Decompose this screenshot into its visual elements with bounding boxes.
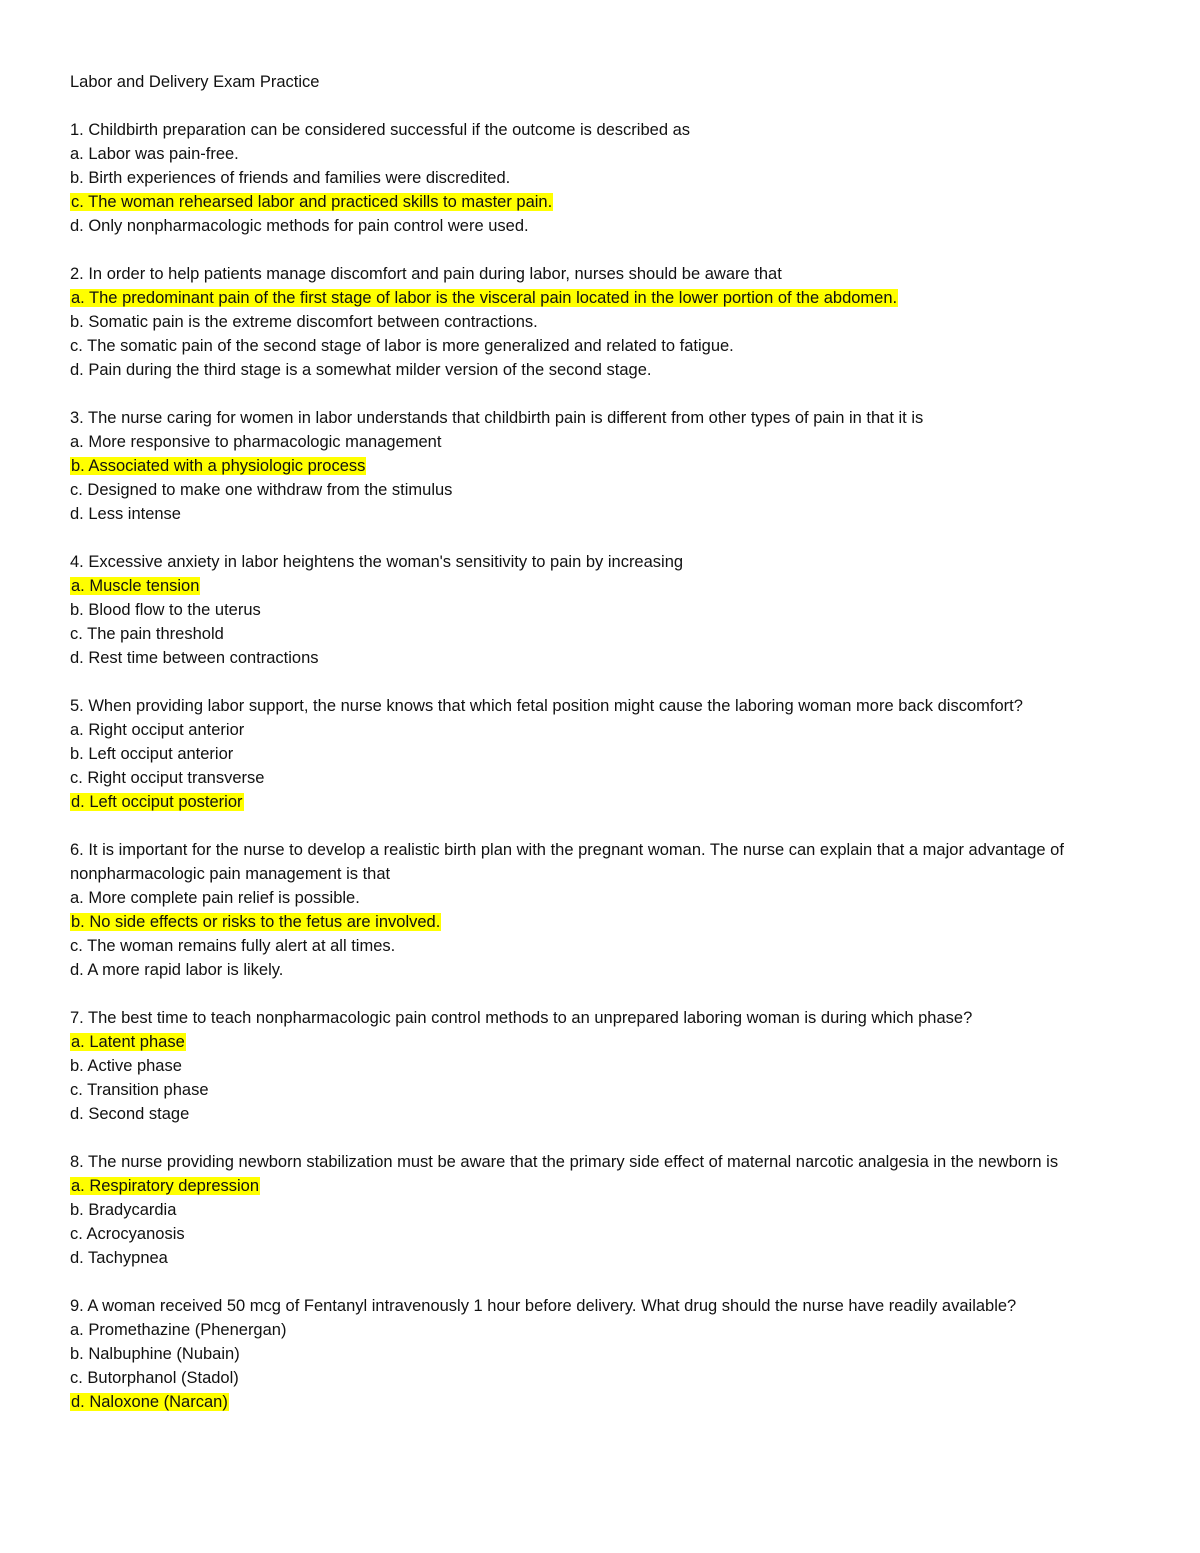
question-list (70, 118, 1140, 1414)
answer-option (70, 1246, 1140, 1270)
answer-option-text: d. Only nonpharmacologic methods for pain control were used. (70, 217, 529, 235)
question-text: 7. The best time to teach nonpharmacologic pain control methods to an unprepared laboring woman is during which phase? (70, 1009, 973, 1027)
answer-option-text: d. A more rapid labor is likely. (70, 961, 284, 979)
answer-option-text: c. The woman remains fully alert at all times. (70, 937, 396, 955)
answer-option-text: a. The predominant pain of the first stage of labor is the visceral pain located in the lower portion of the abdomen. (71, 289, 898, 307)
answer-option-text: b. Active phase (70, 1057, 182, 1075)
answer-option (70, 1342, 1140, 1366)
question-block (70, 406, 1140, 526)
answer-option-correct (70, 286, 1140, 310)
answer-option (70, 310, 1140, 334)
question-text: 9. A woman received 50 mcg of Fentanyl intravenously 1 hour before delivery. What drug should the nurse have readily available? (70, 1297, 1017, 1315)
answer-option-text: b. Associated with a physiologic process (71, 457, 366, 475)
answer-option-correct (70, 790, 1140, 814)
answer-option (70, 646, 1140, 670)
question-text: 8. The nurse providing newborn stabilization must be aware that the primary side effect of maternal narcotic analgesia in the newborn is (70, 1153, 1059, 1171)
answer-option (70, 766, 1140, 790)
question-text: 5. When providing labor support, the nurse knows that which fetal position might cause the laboring woman more back discomfort? (70, 697, 1023, 715)
question-block (70, 838, 1140, 982)
answer-option (70, 478, 1140, 502)
answer-option-text: d. Left occiput posterior (71, 793, 243, 811)
question-text: 3. The nurse caring for women in labor understands that childbirth pain is different from other types of pain in that it is (70, 409, 924, 427)
question-block (70, 1150, 1140, 1270)
answer-option-text: a. Promethazine (Phenergan) (70, 1321, 287, 1339)
answer-option-text: a. Labor was pain-free. (70, 145, 239, 163)
answer-option-text: c. The pain threshold (70, 625, 224, 643)
answer-option (70, 598, 1140, 622)
answer-option-text: c. Transition phase (70, 1081, 209, 1099)
answer-option (70, 886, 1140, 910)
answer-option-text: c. The woman rehearsed labor and practiced skills to master pain. (71, 193, 553, 211)
answer-option (70, 958, 1140, 982)
answer-option (70, 358, 1140, 382)
answer-option (70, 166, 1140, 190)
answer-option-correct (70, 574, 1140, 598)
answer-option-text: d. Naloxone (Narcan) (71, 1393, 228, 1411)
question-text: 4. Excessive anxiety in labor heightens the woman's sensitivity to pain by increasing (70, 553, 684, 571)
answer-option-correct (70, 454, 1140, 478)
question-block (70, 694, 1140, 814)
answer-option-correct (70, 910, 1140, 934)
answer-option-text: a. Right occiput anterior (70, 721, 245, 739)
question-text: 1. Childbirth preparation can be considered successful if the outcome is described as (70, 121, 691, 139)
answer-option (70, 214, 1140, 238)
answer-option (70, 430, 1140, 454)
answer-option-text: a. Respiratory depression (71, 1177, 260, 1195)
answer-option-text: b. No side effects or risks to the fetus are involved. (71, 913, 441, 931)
answer-option (70, 1078, 1140, 1102)
question-text: 2. In order to help patients manage discomfort and pain during labor, nurses should be aware that (70, 265, 782, 283)
answer-option (70, 718, 1140, 742)
answer-option (70, 1318, 1140, 1342)
question-block (70, 1006, 1140, 1126)
document-title: Labor and Delivery Exam Practice (70, 73, 320, 91)
answer-option-correct (70, 1174, 1140, 1198)
answer-option-text: d. Pain during the third stage is a somewhat milder version of the second stage. (70, 361, 652, 379)
question-text: 6. It is important for the nurse to develop a realistic birth plan with the pregnant woman. The nurse can explain that a major advantage of nonpharmacologic pain management is that (70, 841, 1064, 883)
answer-option-text: d. Second stage (70, 1105, 190, 1123)
answer-option (70, 1198, 1140, 1222)
answer-option (70, 1102, 1140, 1126)
answer-option (70, 1222, 1140, 1246)
question-block (70, 262, 1140, 382)
answer-option-text: d. Rest time between contractions (70, 649, 319, 667)
answer-option-text: b. Somatic pain is the extreme discomfort between contractions. (70, 313, 538, 331)
answer-option (70, 622, 1140, 646)
document-page (70, 70, 1140, 1438)
answer-option-text: c. Butorphanol (Stadol) (70, 1369, 239, 1387)
question-block (70, 118, 1140, 238)
answer-option-text: a. Muscle tension (71, 577, 200, 595)
answer-option (70, 934, 1140, 958)
answer-option-text: a. Latent phase (71, 1033, 185, 1051)
answer-option (70, 142, 1140, 166)
answer-option-text: a. More complete pain relief is possible. (70, 889, 360, 907)
answer-option-text: c. The somatic pain of the second stage of labor is more generalized and related to fatigue. (70, 337, 734, 355)
answer-option-correct (70, 1390, 1140, 1414)
answer-option-text: c. Acrocyanosis (70, 1225, 185, 1243)
question-block (70, 1294, 1140, 1414)
answer-option (70, 1366, 1140, 1390)
answer-option (70, 334, 1140, 358)
answer-option-correct (70, 190, 1140, 214)
answer-option (70, 1054, 1140, 1078)
question-block (70, 550, 1140, 670)
answer-option-text: a. More responsive to pharmacologic management (70, 433, 442, 451)
answer-option-text: d. Tachypnea (70, 1249, 168, 1267)
answer-option-text: b. Birth experiences of friends and families were discredited. (70, 169, 511, 187)
answer-option-text: c. Designed to make one withdraw from the stimulus (70, 481, 453, 499)
answer-option (70, 742, 1140, 766)
answer-option-text: b. Nalbuphine (Nubain) (70, 1345, 240, 1363)
answer-option-text: c. Right occiput transverse (70, 769, 265, 787)
answer-option-text: b. Blood flow to the uterus (70, 601, 261, 619)
answer-option-text: b. Bradycardia (70, 1201, 177, 1219)
answer-option-correct (70, 1030, 1140, 1054)
answer-option-text: d. Less intense (70, 505, 181, 523)
answer-option (70, 502, 1140, 526)
answer-option-text: b. Left occiput anterior (70, 745, 234, 763)
